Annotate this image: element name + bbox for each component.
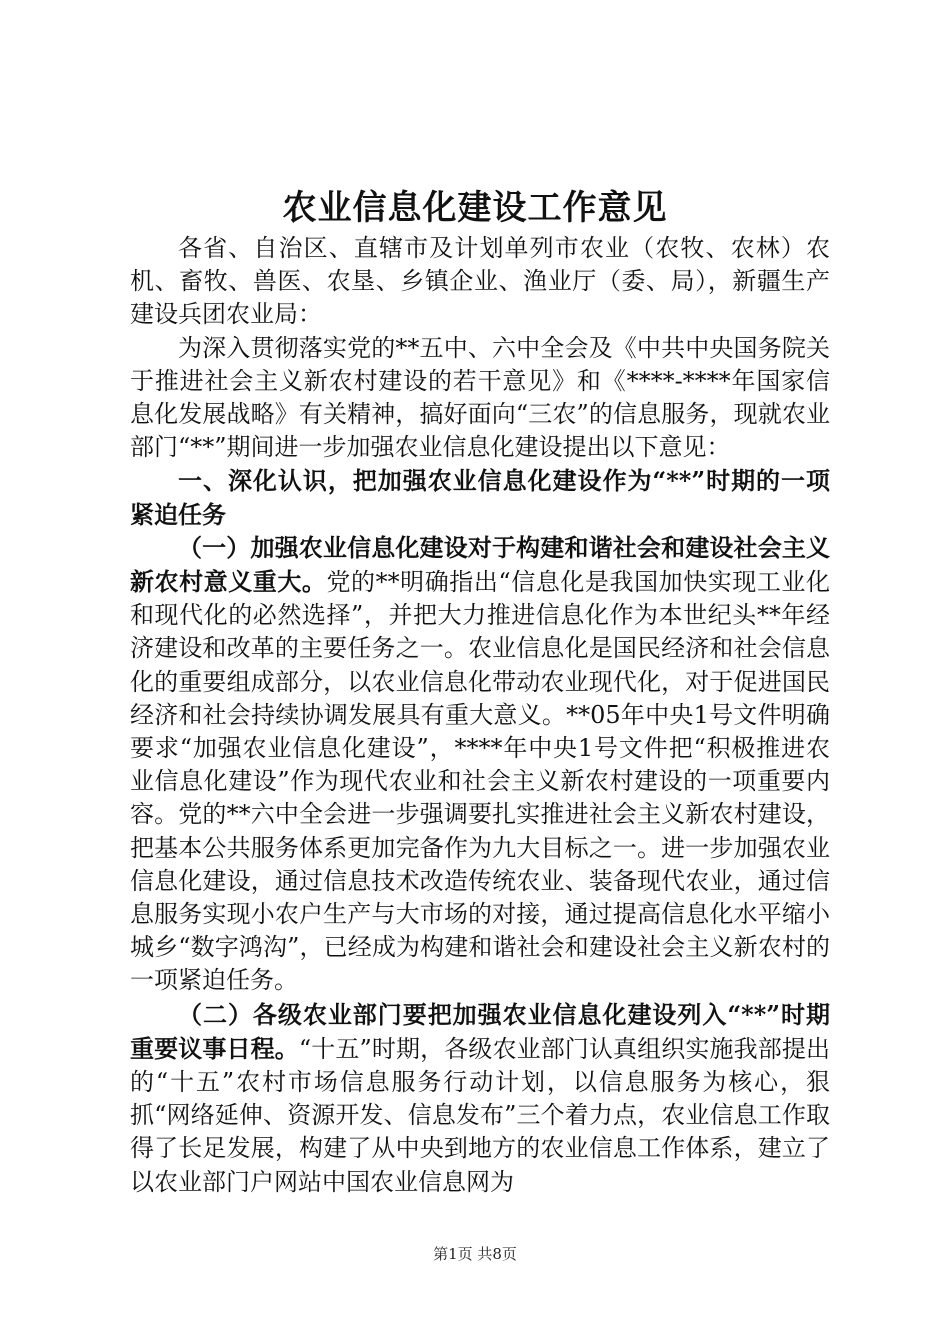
item-1-lead: （一）加强农业信息化建设对于构建和谐社会和建设社会主义新农村意义重大。: [130, 532, 830, 597]
item-paragraph-2: [130, 998, 830, 1199]
item-paragraph-1: [130, 531, 830, 998]
item-2-lead: （二）各级农业部门要把加强农业信息化建设列入“**”时期重要议事日程。: [130, 999, 830, 1063]
salutation-paragraph: 各省、自治区、直辖市及计划单列市农业（农牧、农林）农机、畜牧、兽医、农垦、乡镇企业、渔业厅（委、局），新疆生产建设兵团农业局：: [130, 234, 830, 329]
intro-paragraph: 为深入贯彻落实党的**五中、六中全会及《中共中央国务院关于推进社会主义新农村建设的若干意见》和《****-****年国家信息化发展战略》有关精神，搞好面向“三农”的信息服务，现就农业部门“**”期间进一步加强农业信息化建设提出以下意见：: [130, 333, 830, 462]
document-body: [130, 232, 830, 1199]
page-number-footer: 第1页 共8页: [433, 1245, 517, 1263]
section-heading: 一、深化认识，把加强农业信息化建设作为“**”时期的一项紧迫任务: [130, 466, 830, 529]
item-2-body: “十五”时期，各级农业部门认真组织实施我部提出的“十五”农村市场信息服务行动计划，以信息服务为核心，狠抓“网络延伸、资源开发、信息发布”三个着力点，农业信息工作取得了长足发展，构建了从中央到地方的农业信息工作体系，建立了以农业部门户网站中国农业信息网为: [130, 1034, 831, 1196]
document-title: 农业信息化建设工作意见: [282, 188, 668, 228]
item-1-body: 党的**明确指出“信息化是我国加快实现工业化和现代化的必然选择”，并把大力推进信息化作为本世纪头**年经济建设和改革的主要任务之一。农业信息化是国民经济和社会信息化的重要组成部分，以农业信息化带动农业现代化，对于促进国民经济和社会持续协调发展具有重大意义。**05年中央1号文件明确要求“加强农业信息化建设”，****年中央1号文件把“积极推进农业信息化建设”作为现代农业和社会主义新农村建设的一项重要内容。党的**六中全会进一步强调要扎实推进社会主义新农村建设，把基本公共服务体系更加完备作为九大目标之一。进一步加强农业信息化建设，通过信息技术改造传统农业、装备现代农业，通过信息服务实现小农户生产与大市场的对接，通过提高信息化水平缩小城乡“数字鸿沟”，已经成为构建和谐社会和建设社会主义新农村的一项紧迫任务。: [130, 568, 830, 995]
